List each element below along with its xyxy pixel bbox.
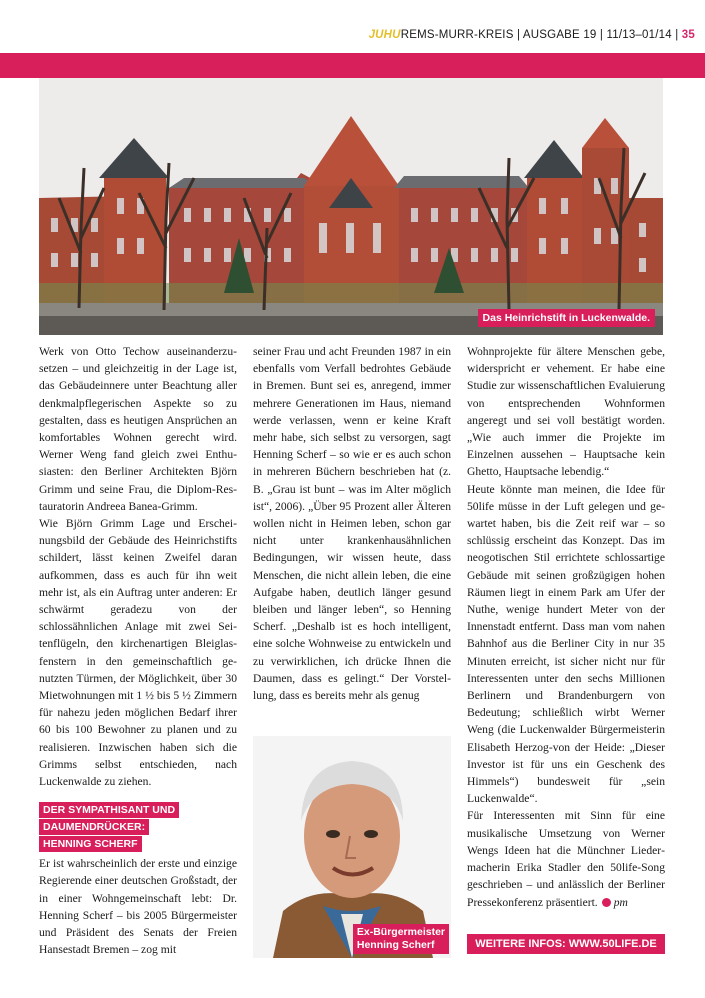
paragraph: seiner Frau und acht Freunden 1987 in ein ebenfalls vom Verfall bedrohtes Gebäude in Bremen. Bunt sei es, anregend, immer mehrere Generationen im Haus, niemand werde verlassen, wenn er keine Kraft mehr habe, sich selbst zu versorgen, sagt Henning Scherf – so wie er es auch schon in mehreren Büchern beschrieben hat (z. B. „Grau ist bunt – was im Alter möglich ist“, 2006). „Über 95 Prozent aller Älteren wollen nicht in Heimen leben, schon gar nicht unter krankenhausähnlichen Bedingungen, wir wissen heute, dass Menschen, die nicht allein leben, die eine Aufgabe haben, deutlich länger gesund bleiben und länger leben“, so Henning Scherf. „Deshalb ist es hoch intelligent, eine solche Wohnweise zu entwickeln und zu verwirklichen, ich drücke Ihnen die Daumen, dass es gelingt.“ Der Vorstellung, dass es bereits mehr als genug <box>253 345 451 703</box>
accent-bar <box>0 53 705 78</box>
header-region: REMS-MURR-KREIS <box>400 29 514 41</box>
page-number: 35 <box>681 29 695 41</box>
header-issue: AUSGABE 19 <box>522 29 597 41</box>
running-header: JUHUREMS-MURR-KREIS | AUSGABE 19 | 11/13–01/14 | 35 <box>368 29 695 41</box>
author-signature: pm <box>613 895 628 909</box>
more-info-link[interactable]: WEITERE INFOS: WWW.50LIFE.DE <box>467 934 665 954</box>
article-column-2 <box>253 343 451 704</box>
paragraph: Er ist wahrscheinlich der erste und einzige Regierende einer deutschen Großstadt, der in einer Wohngemeinschaft lebt: Dr. Henning Scherf – bis 2005 Bürgermeister und Präsident des Senats der Freien Hansestadt Bremen – zog mit <box>39 857 237 957</box>
article-column-1 <box>39 343 237 959</box>
magazine-logo: JUHU <box>368 29 401 41</box>
paragraph: Wohnprojekte für ältere Menschen gebe, widerspricht er vehement. Er habe eine Studie zur wissenschaftlichen Evaluierung von entsprechenden Wohnformen angeregt und sei voll bestätigt worden. „Wie auch immer die Projekte im Einzelnen aussehen – Hauptsache kein Ghetto, Hauptsache lebendig.“ <box>467 345 665 479</box>
paragraph: Wie Björn Grimm Lage und Erscheinungsbild der Gebäude des Heinrichstifts schildert, lässt keinen Zweifel daran aufkommen, dass es auch für ihn weit mehr ist, als ein Auftrag unter anderen: Er schwärmt geradezu von der schlossähnlichen Anlage mit zwei Seitenflügeln, den kirchenartigen Bleiglasfenstern in den gemeinschaftlich genutzten Türmen, der Möglichkeit, über 30 Mietwohnungen mit 1 ½ bis 5 ½ Zimmern für nahezu jeden möglichen Bedarf ihrer 60 bis 100 Bewohner zu planen und zu realisieren. Inzwischen haben sich die Grimms selbst entschieden, nach Luckenwalde zu ziehen. <box>39 517 237 789</box>
paragraph: Für Interessenten mit Sinn für eine musikalische Umsetzung von Werner Wengs Ideen hat die Münchner Liedermacherin Erika Stadler den 50life-Song geschrieben – und anlässlich der Berliner Pressekonferenz präsentiert. pm <box>467 809 665 909</box>
portrait-photo <box>253 736 451 958</box>
article-column-3 <box>467 343 665 911</box>
photo-caption: Das Heinrichstift in Luckenwalde. <box>478 309 655 327</box>
paragraph: Heute könnte man meinen, die Idee für 50life müsse in der Luft gelegen und gewartet haben, bis die Zeit reif war – so schlüssig erscheint das Konzept. Das im neogotischen Stil errichtete schlossartige Gebäude mit seinen großzügigen hohen Räumen liegt in einem Park am Ufer der Nuthe, wenige hundert Meter von der Innenstadt entfernt. Dass man vom nahen Bahnhof aus die Berliner City in nur 35 Minuten erreicht, ist sicher nicht nur für Interessenten unter den sechs Millionen Berlinern und Brandenburgern von Bedeutung; schließlich wirbt Werner Weng (die Luckenwalder Bürgermeisterin Elisabeth Herzog-von der Heide: „Dieser Investor ist für uns ein Geschenk des Himmels“) bundesweit für „sein Luckenwalde“. <box>467 482 665 806</box>
building-photo <box>39 78 663 335</box>
paragraph: Werk von Otto Techow auseinanderzusetzen – und gleichzeitig in der Lage ist, das Gebäudeinnere unter Beachtung aller denkmalpflegerischen Aspekte so zu gestalten, dass es heutigen Ansprüchen an komfortables Wohnen gerecht wird. Werner Weng fand gleich zwei Enthusiasten: den Berliner Architekten Björn Grimm und seine Frau, die Diplom-Restauratorin Andreea Banea-Grimm. <box>39 345 237 513</box>
end-mark-icon <box>602 898 611 907</box>
page-top <box>0 0 705 53</box>
section-subheading: DER SYMPATHISANT UND DAUMENDRÜCKER: HENNING SCHERF <box>39 802 237 853</box>
heinrichstift-illustration <box>39 78 663 335</box>
portrait-caption: Ex-Bürgermeister Henning Scherf <box>353 924 449 954</box>
header-date-range: 11/13–01/14 <box>606 29 672 41</box>
